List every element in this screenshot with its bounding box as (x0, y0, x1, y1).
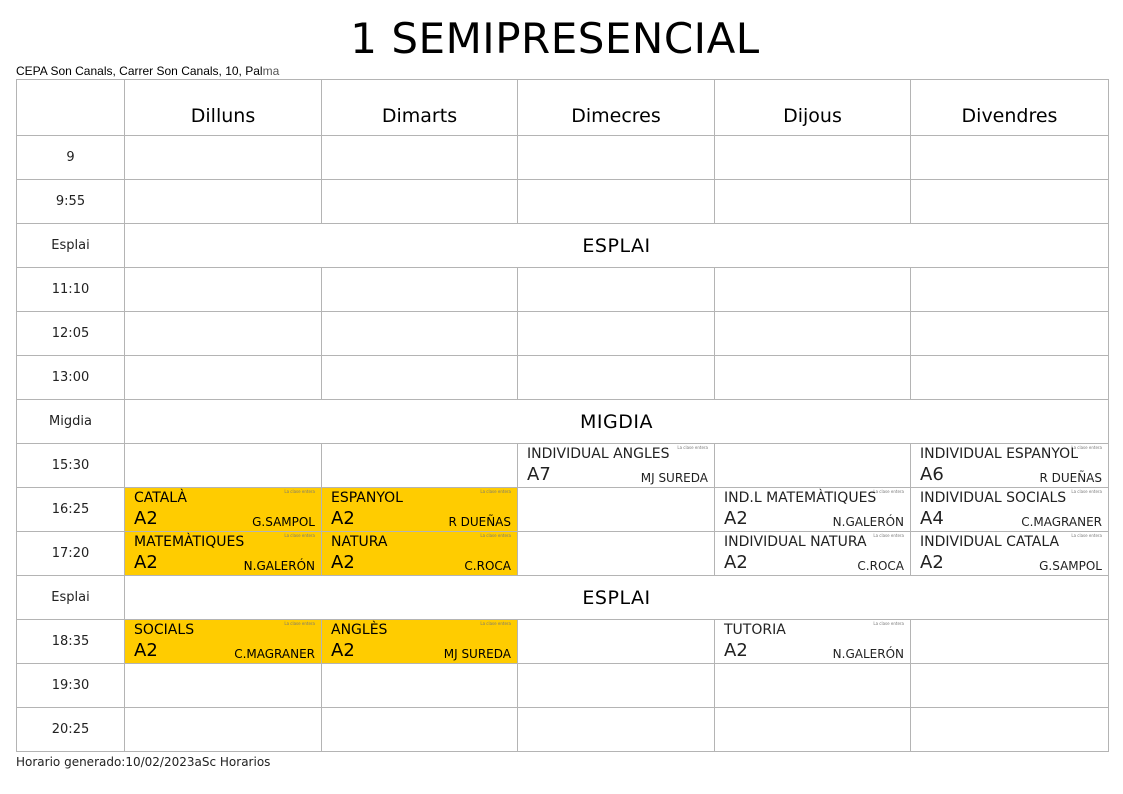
whole-class-note: La clase entera (677, 445, 708, 450)
empty-slot (518, 312, 715, 356)
lesson-room: A2 (134, 508, 158, 529)
lesson-cell[interactable] (911, 488, 1109, 532)
whole-class-note: La clase entera (1071, 445, 1102, 450)
empty-slot (911, 268, 1109, 312)
empty-slot (322, 136, 518, 180)
lesson-teacher: C.ROCA (857, 559, 904, 573)
period-time: 11:10 (17, 268, 125, 312)
lesson-teacher: N.GALERÓN (832, 515, 904, 529)
lesson-teacher: N.GALERÓN (832, 647, 904, 661)
period-row (17, 664, 1109, 708)
lesson-teacher: R DUEÑAS (448, 515, 511, 529)
day-label: Dijous (783, 104, 842, 127)
school-address (16, 64, 279, 78)
empty-slot (715, 180, 911, 224)
lesson-subject: CATALÀ (134, 490, 188, 506)
day-header (911, 80, 1109, 136)
day-header (322, 80, 518, 136)
empty-slot (715, 444, 911, 488)
whole-class-note: La clase entera (873, 621, 904, 626)
period-time: 12:05 (17, 312, 125, 356)
whole-class-note: La clase entera (284, 533, 315, 538)
lesson-teacher: R DUEÑAS (1039, 471, 1102, 485)
lesson-cell[interactable] (125, 532, 322, 576)
timetable (16, 79, 1109, 752)
lesson-cell[interactable] (715, 488, 911, 532)
lesson-teacher: G.SAMPOL (1039, 559, 1102, 573)
lesson-room: A6 (920, 464, 944, 485)
whole-class-note: La clase entera (873, 533, 904, 538)
period-time: 16:25 (17, 488, 125, 532)
period-time: 18:35 (17, 620, 125, 664)
lesson-subject: INDIVIDUAL CATALA (920, 534, 1060, 550)
empty-slot (518, 356, 715, 400)
lesson-cell[interactable] (125, 488, 322, 532)
school-address-tail: ma (262, 64, 280, 78)
school-address-main: CEPA Son Canals, Carrer Son Canals, 10, Pal (16, 64, 263, 78)
day-label: Dimecres (571, 104, 661, 127)
period-time: Esplai (17, 576, 125, 620)
lesson-room: A2 (724, 640, 748, 661)
lesson-subject: INDIVIDUAL NATURA (724, 534, 867, 550)
empty-slot (125, 708, 322, 752)
lesson-subject: TUTORIA (724, 622, 786, 638)
day-label: Divendres (961, 104, 1058, 127)
period-row (17, 532, 1109, 576)
empty-slot (911, 312, 1109, 356)
lesson-cell[interactable] (911, 444, 1109, 488)
period-row (17, 444, 1109, 488)
generated-footer: Horario generado:10/02/2023aSc Horarios (16, 755, 271, 769)
whole-class-note: La clase entera (873, 489, 904, 494)
empty-slot (518, 708, 715, 752)
whole-class-note: La clase entera (284, 489, 315, 494)
period-row (17, 400, 1109, 444)
empty-slot (911, 136, 1109, 180)
period-row (17, 224, 1109, 268)
lesson-room: A2 (134, 552, 158, 573)
empty-slot (911, 708, 1109, 752)
empty-slot (322, 268, 518, 312)
day-header (125, 80, 322, 136)
period-row (17, 708, 1109, 752)
lesson-cell[interactable] (911, 532, 1109, 576)
empty-slot (911, 620, 1109, 664)
period-time: 9 (17, 136, 125, 180)
period-row (17, 312, 1109, 356)
lesson-room: A2 (724, 552, 748, 573)
empty-slot (125, 356, 322, 400)
period-time: Migdia (17, 400, 125, 444)
whole-class-note: La clase entera (284, 621, 315, 626)
lesson-cell[interactable] (125, 620, 322, 664)
empty-slot (322, 444, 518, 488)
period-row (17, 620, 1109, 664)
period-row (17, 136, 1109, 180)
lesson-teacher: MJ SUREDA (640, 471, 708, 485)
lesson-subject: SOCIALS (134, 622, 195, 638)
empty-slot (322, 356, 518, 400)
lesson-room: A2 (331, 640, 355, 661)
lesson-room: A7 (527, 464, 551, 485)
lesson-room: A2 (331, 552, 355, 573)
empty-slot (125, 180, 322, 224)
lesson-subject: NATURA (331, 534, 388, 550)
empty-slot (518, 136, 715, 180)
lesson-teacher: C.ROCA (464, 559, 511, 573)
period-time: Esplai (17, 224, 125, 268)
period-row (17, 356, 1109, 400)
day-label: Dilluns (190, 104, 256, 127)
period-row (17, 576, 1109, 620)
empty-slot (518, 620, 715, 664)
lesson-teacher: G.SAMPOL (252, 515, 315, 529)
day-header (518, 80, 715, 136)
whole-class-note: La clase entera (1071, 533, 1102, 538)
whole-class-note: La clase entera (480, 621, 511, 626)
lesson-teacher: C.MAGRANER (1021, 515, 1102, 529)
empty-slot (322, 312, 518, 356)
period-time: 20:25 (17, 708, 125, 752)
lesson-subject: INDIVIDUAL ESPANYOL (920, 446, 1079, 462)
empty-slot (322, 708, 518, 752)
period-row (17, 180, 1109, 224)
page-title: 1 SEMIPRESENCIAL (350, 14, 760, 63)
lesson-cell[interactable] (322, 488, 518, 532)
lesson-subject: MATEMÀTIQUES (134, 534, 245, 550)
lesson-cell[interactable] (715, 620, 911, 664)
lesson-cell[interactable] (322, 620, 518, 664)
lesson-teacher: MJ SUREDA (443, 647, 511, 661)
period-time: 13:00 (17, 356, 125, 400)
empty-slot (125, 268, 322, 312)
break-cell: MIGDIA (125, 400, 1109, 444)
period-time: 17:20 (17, 532, 125, 576)
period-time: 9:55 (17, 180, 125, 224)
lesson-room: A2 (724, 508, 748, 529)
lesson-subject: INDIVIDUAL ANGLES (527, 446, 670, 462)
break-cell: ESPLAI (125, 576, 1109, 620)
period-row (17, 268, 1109, 312)
lesson-room: A2 (331, 508, 355, 529)
empty-slot (125, 444, 322, 488)
empty-slot (715, 136, 911, 180)
lesson-room: A2 (134, 640, 158, 661)
empty-slot (125, 312, 322, 356)
empty-slot (715, 312, 911, 356)
lesson-subject: IND.L MATEMÀTIQUES (724, 490, 877, 506)
header-row (17, 80, 1109, 136)
break-cell: ESPLAI (125, 224, 1109, 268)
corner-cell (17, 80, 125, 136)
lesson-subject: ESPANYOL (331, 490, 403, 506)
empty-slot (322, 180, 518, 224)
empty-slot (125, 664, 322, 708)
lesson-subject: INDIVIDUAL SOCIALS (920, 490, 1067, 506)
period-time: 19:30 (17, 664, 125, 708)
empty-slot (715, 356, 911, 400)
day-header (715, 80, 911, 136)
empty-slot (518, 532, 715, 576)
empty-slot (715, 664, 911, 708)
empty-slot (322, 664, 518, 708)
lesson-teacher: N.GALERÓN (243, 559, 315, 573)
empty-slot (715, 268, 911, 312)
lesson-subject: ANGLÈS (331, 622, 388, 638)
whole-class-note: La clase entera (480, 489, 511, 494)
empty-slot (911, 180, 1109, 224)
empty-slot (518, 488, 715, 532)
whole-class-note: La clase entera (1071, 489, 1102, 494)
lesson-room: A4 (920, 508, 944, 529)
empty-slot (911, 356, 1109, 400)
lesson-cell[interactable] (322, 532, 518, 576)
day-label: Dimarts (381, 104, 458, 127)
empty-slot (518, 268, 715, 312)
empty-slot (125, 136, 322, 180)
empty-slot (911, 664, 1109, 708)
lesson-room: A2 (920, 552, 944, 573)
period-time: 15:30 (17, 444, 125, 488)
lesson-cell[interactable] (518, 444, 715, 488)
period-row (17, 488, 1109, 532)
whole-class-note: La clase entera (480, 533, 511, 538)
empty-slot (715, 708, 911, 752)
lesson-cell[interactable] (715, 532, 911, 576)
empty-slot (518, 180, 715, 224)
empty-slot (518, 664, 715, 708)
lesson-teacher: C.MAGRANER (234, 647, 315, 661)
